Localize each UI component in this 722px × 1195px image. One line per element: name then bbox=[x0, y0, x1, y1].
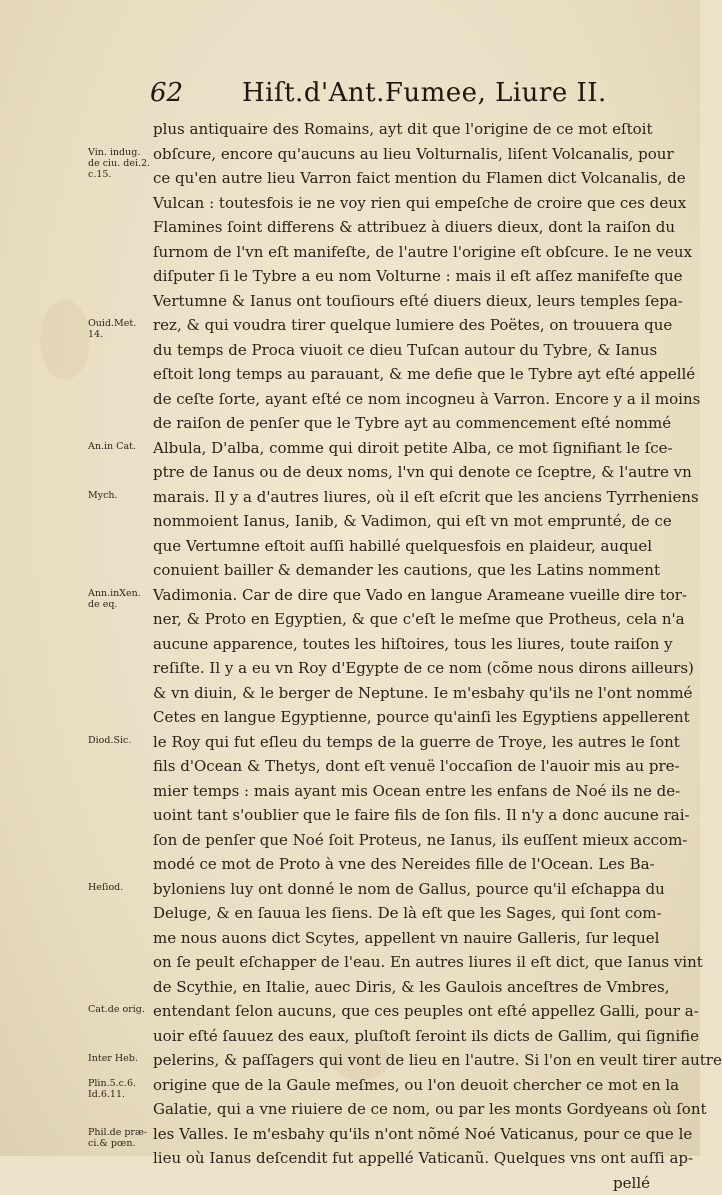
text-line: byloniens luy ont donné le nom de Gallus, pource qu'il eſchappa du bbox=[153, 877, 658, 902]
text-line: aucune apparence, toutes les hiſtoires, tous les liures, toute raiſon y bbox=[153, 632, 658, 657]
text-line: les Valles. Ie m'esbahy qu'ils n'ont nõmé Noé Vaticanus, pour ce que le bbox=[153, 1122, 658, 1147]
text-line: de raiſon de penſer que le Tybre ayt au commencement eſté nommé bbox=[153, 411, 658, 436]
margin-note-line: Plin.5.c.6. bbox=[88, 1078, 152, 1089]
text-line: on ſe peult eſchapper de l'eau. En autres liures il eſt dict, que Ianus vint bbox=[153, 950, 658, 975]
text-line: conuient bailler & demander les cautions, que les Latins nomment bbox=[153, 558, 658, 583]
text-line: ner, & Proto en Egyptien, & que c'eſt le meſme que Protheus, cela n'a bbox=[153, 607, 658, 632]
margin-note-line: Ann.inXen. bbox=[88, 588, 152, 599]
text-line: Deluge, & en ſauua les ſiens. De là eſt que les Sages, qui ſont com- bbox=[153, 901, 658, 926]
text-line: pellé bbox=[153, 1171, 658, 1195]
page-number: 62 bbox=[150, 78, 183, 108]
margin-note-line: Heſiod. bbox=[88, 882, 152, 893]
margin-note-line: Diod.Sic. bbox=[88, 735, 152, 746]
text-line: entendant ſelon aucuns, que ces peuples ont eſté appellez Galli, pour a- bbox=[153, 999, 658, 1024]
running-head: Hiſt.d'Ant.Fumee, Liure II. bbox=[242, 78, 607, 108]
margin-note bbox=[88, 735, 152, 746]
margin-note bbox=[88, 1053, 152, 1064]
text-line: mier temps : mais ayant mis Ocean entre les enfans de Noé ils ne de- bbox=[153, 779, 658, 804]
text-line: me nous auons dict Scytes, appellent vn nauire Galleris, ſur lequel bbox=[153, 926, 658, 951]
margin-note bbox=[88, 1004, 152, 1015]
text-line: du temps de Proca viuoit ce dieu Tuſcan autour du Tybre, & Ianus bbox=[153, 338, 658, 363]
text-line: que Vertumne eſtoit auſſi habillé quelquesfois en plaideur, auquel bbox=[153, 534, 658, 559]
margin-note-line: Phil.de præ- bbox=[88, 1127, 152, 1138]
text-line: ptre de Ianus ou de deux noms, l'vn qui denote ce ſceptre, & l'autre vn bbox=[153, 460, 658, 485]
text-line: modé ce mot de Proto à vne des Nereides fille de l'Ocean. Les Ba- bbox=[153, 852, 658, 877]
margin-note-line: Mych. bbox=[88, 490, 152, 501]
margin-note bbox=[88, 882, 152, 893]
margin-note-line: An.in Cat. bbox=[88, 441, 152, 452]
text-line: lieu où Ianus deſcendit fut appellé Vaticanũ. Quelques vns ont auſſi ap- bbox=[153, 1146, 658, 1171]
text-line: ſurnom de l'vn eſt manifeſte, de l'autre l'origine eſt obſcure. Ie ne veux bbox=[153, 240, 658, 265]
margin-note-line: Inter Heb. bbox=[88, 1053, 152, 1064]
text-line: uoint tant s'oublier que le faire fils de ſon fils. Il n'y a donc aucune rai- bbox=[153, 803, 658, 828]
text-line: Flamines ſoint differens & attribuez à diuers dieux, dont la raiſon du bbox=[153, 215, 658, 240]
text-line: Albula, D'alba, comme qui diroit petite Alba, ce mot ſignifiant le ſce- bbox=[153, 436, 658, 461]
text-line: de Scythie, en Italie, auec Diris, & les Gaulois anceſtres de Vmbres, bbox=[153, 975, 658, 1000]
margin-note bbox=[88, 588, 152, 610]
text-line: le Roy qui fut eſleu du temps de la guerre de Troye, les autres le ſont bbox=[153, 730, 658, 755]
text-line: fils d'Ocean & Thetys, dont eſt venuë l'occaſion de l'auoir mis au pre- bbox=[153, 754, 658, 779]
text-line: de ceſte ſorte, ayant eſté ce nom incogneu à Varron. Encore y a il moins bbox=[153, 387, 658, 412]
margin-note-line: de ciu. dei.2. bbox=[88, 158, 152, 169]
margin-note bbox=[88, 490, 152, 501]
text-line: eſtoit long temps au parauant, & me defie que le Tybre ayt eſté appellé bbox=[153, 362, 658, 387]
margin-note bbox=[88, 1127, 152, 1149]
margin-note-line: Vin. indug. bbox=[88, 147, 152, 158]
text-line: ſon de penſer que Noé ſoit Proteus, ne Ianus, ils euſſent mieux accom- bbox=[153, 828, 658, 853]
paper-stain bbox=[40, 300, 90, 380]
text-line: Cetes en langue Egyptienne, pource qu'ainſi les Egyptiens appellerent bbox=[153, 705, 658, 730]
text-line: Galatie, qui a vne riuiere de ce nom, ou par les monts Gordyeans où ſont bbox=[153, 1097, 658, 1122]
text-line: uoir eſté ſauuez des eaux, pluſtoſt ſeroint ils dicts de Gallim, qui ſignifie bbox=[153, 1024, 658, 1049]
margin-note-line: Id.6.11. bbox=[88, 1089, 152, 1100]
text-line: Vertumne & Ianus ont touſiours eſté diuers dieux, leurs temples ſepa- bbox=[153, 289, 658, 314]
main-text bbox=[153, 117, 658, 1195]
margin-note bbox=[88, 318, 152, 340]
text-line: marais. Il y a d'autres liures, où il eſt eſcrit que les anciens Tyrrheniens bbox=[153, 485, 658, 510]
margin-note-line: Cat.de orig. bbox=[88, 1004, 152, 1015]
text-line: ce qu'en autre lieu Varron faict mention du Flamen dict Volcanalis, de bbox=[153, 166, 658, 191]
text-line: nommoient Ianus, Ianib, & Vadimon, qui eſt vn mot emprunté, de ce bbox=[153, 509, 658, 534]
text-line: reſiſte. Il y a eu vn Roy d'Egypte de ce nom (cõme nous dirons ailleurs) bbox=[153, 656, 658, 681]
text-line: diſputer ſi le Tybre a eu nom Volturne : mais il eſt aſſez manifeſte que bbox=[153, 264, 658, 289]
margin-note bbox=[88, 147, 152, 180]
margin-note-line: c.15. bbox=[88, 169, 152, 180]
text-line: plus antiquaire des Romains, ayt dit que l'origine de ce mot eſtoit bbox=[153, 117, 658, 142]
margin-note-line: de eq. bbox=[88, 599, 152, 610]
margin-note bbox=[88, 1078, 152, 1100]
page-header bbox=[150, 78, 670, 112]
margin-note-line: ci.& pœn. bbox=[88, 1138, 152, 1149]
text-line: origine que de la Gaule meſmes, ou l'on deuoit chercher ce mot en la bbox=[153, 1073, 658, 1098]
text-line: pelerins, & paſſagers qui vont de lieu en l'autre. Si l'on en veult tirer autre bbox=[153, 1048, 658, 1073]
margin-note-line: Ouid.Met. bbox=[88, 318, 152, 329]
margin-note bbox=[88, 441, 152, 452]
text-line: obſcure, encore qu'aucuns au lieu Volturnalis, liſent Volcanalis, pour bbox=[153, 142, 658, 167]
text-line: Vadimonia. Car de dire que Vado en langue Arameane vueille dire tor- bbox=[153, 583, 658, 608]
text-line: & vn diuin, & le berger de Neptune. Ie m'esbahy qu'ils ne l'ont nommé bbox=[153, 681, 658, 706]
text-line: rez, & qui voudra tirer quelque lumiere des Poëtes, on trouuera que bbox=[153, 313, 658, 338]
text-line: Vulcan : toutesfois ie ne voy rien qui empeſche de croire que ces deux bbox=[153, 191, 658, 216]
margin-note-line: 14. bbox=[88, 329, 152, 340]
